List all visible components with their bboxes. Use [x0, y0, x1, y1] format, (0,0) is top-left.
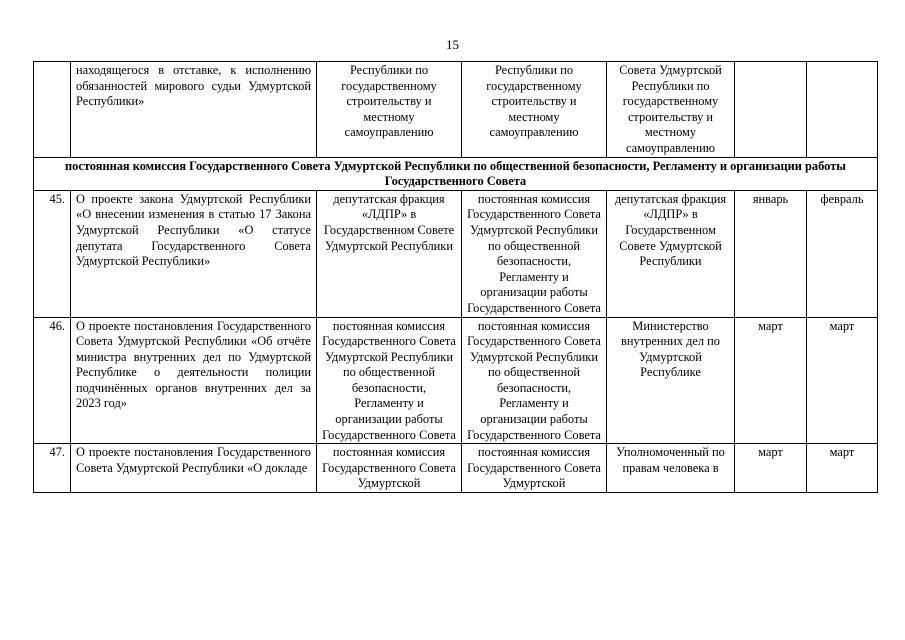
- row-speaker: Совета Удмуртской Республики по государственному строительству и местному самоуправлению: [607, 62, 735, 158]
- section-header: постоянная комиссия Государственного Совета Удмуртской Республики по общественной безопасности, Регламенту и организации работы Государственного Совета: [34, 157, 878, 190]
- row-number: 45.: [34, 190, 71, 317]
- section-header-row: [34, 157, 878, 190]
- row-month-2: февраль: [807, 190, 878, 317]
- row-month-1: март: [735, 444, 807, 493]
- row-month-2: март: [807, 317, 878, 444]
- row-responsible: постоянная комиссия Государственного Совета Удмуртской Республики по общественной безопасности, Регламенту и организации работы Государственного Совета: [462, 190, 607, 317]
- row-month-2: март: [807, 444, 878, 493]
- row-speaker: депутатская фракция «ЛДПР» в Государственном Совете Удмуртской Республики: [607, 190, 735, 317]
- row-speaker: Уполномоченный по правам человека в: [607, 444, 735, 493]
- row-initiator: постоянная комиссия Государственного Совета Удмуртской Республики по общественной безопасности, Регламенту и организации работы Государственного Совета: [317, 317, 462, 444]
- row-initiator: депутатская фракция «ЛДПР» в Государственном Совете Удмуртской Республики: [317, 190, 462, 317]
- row-title: О проекте постановления Государственного Совета Удмуртской Республики «О докладе: [71, 444, 317, 493]
- row-responsible: Республики по государственному строительству и местному самоуправлению: [462, 62, 607, 158]
- row-month-1: январь: [735, 190, 807, 317]
- row-title: О проекте постановления Государственного Совета Удмуртской Республики «Об отчёте министра внутренних дел по Удмуртской Республике о деятельности полиции подчинённых органов внутренних дел за 2023 год»: [71, 317, 317, 444]
- row-month-1: [735, 62, 807, 158]
- row-speaker: Министерство внутренних дел по Удмуртской Республике: [607, 317, 735, 444]
- table-row-continuation: [34, 62, 878, 158]
- row-number: [34, 62, 71, 158]
- table-row: [34, 190, 878, 317]
- row-responsible: постоянная комиссия Государственного Совета Удмуртской: [462, 444, 607, 493]
- row-title: О проекте закона Удмуртской Республики «О внесении изменения в статью 17 Закона Удмуртской Республики «О статусе депутата Государственного Совета Удмуртской Республики»: [71, 190, 317, 317]
- row-title: находящегося в отставке, к исполнению обязанностей мирового судьи Удмуртской Республики»: [71, 62, 317, 158]
- row-month-2: [807, 62, 878, 158]
- row-number: 47.: [34, 444, 71, 493]
- row-responsible: постоянная комиссия Государственного Совета Удмуртской Республики по общественной безопасности, Регламенту и организации работы Государственного Совета: [462, 317, 607, 444]
- row-number: 46.: [34, 317, 71, 444]
- row-month-1: март: [735, 317, 807, 444]
- row-initiator: Республики по государственному строительству и местному самоуправлению: [317, 62, 462, 158]
- table-row: [34, 444, 878, 493]
- table-row: [34, 317, 878, 444]
- row-initiator: постоянная комиссия Государственного Совета Удмуртской: [317, 444, 462, 493]
- plan-table: [33, 61, 878, 493]
- page-number: 15: [446, 37, 459, 52]
